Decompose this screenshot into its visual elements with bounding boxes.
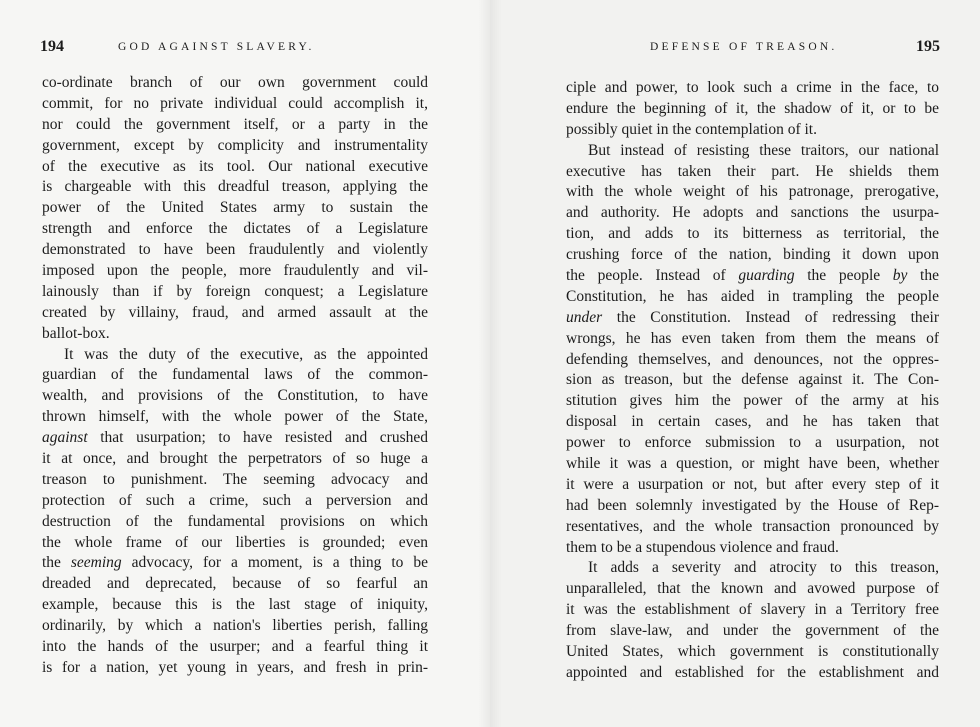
text-line: power to enforce submission to a usurpation, not xyxy=(566,434,939,452)
text-line: crushing force of the nation, binding it down upon xyxy=(566,246,939,264)
text-line: unparalleled, that the known and avowed purpose of xyxy=(566,580,939,598)
text-line: and authority. He adopts and sanctions the usurpa- xyxy=(566,204,939,222)
italic-text: guarding xyxy=(738,267,795,285)
text-line: disposal in certain cases, and he has taken that xyxy=(566,413,939,431)
text-line: is chargeable with this dreadful treason, applying the xyxy=(42,178,428,196)
text-line: them to be a stupendous violence and fraud. xyxy=(566,538,839,556)
text-line: it was the establishment of slavery in a Territory free xyxy=(566,601,939,619)
text-line: executive has taken their part. He shields them xyxy=(566,162,939,180)
text-line: created by villainy, fraud, and armed assault at the xyxy=(42,303,428,321)
text-line: wrongs, he has even taken from them the means of xyxy=(566,329,939,347)
text-line: nor could the government itself, or a party in the xyxy=(42,115,428,133)
text-fragment: the people. Instead of xyxy=(566,267,739,285)
text-line: it were a usurpation or not, but after every step of it xyxy=(566,475,939,493)
text-line: tion, and adds to its bitterness as territorial, the xyxy=(566,225,939,243)
text-line: possibly quiet in the contemplation of it. xyxy=(566,120,817,138)
text-line: from slave-law, and under the government of the xyxy=(566,622,939,640)
italic-text: seeming xyxy=(70,554,122,572)
text-line: guardian of the fundamental laws of the common- xyxy=(42,366,428,384)
text-line: co-ordinate branch of our own government could xyxy=(42,74,428,91)
text-line: It adds a severity and atrocity to this treason, xyxy=(588,559,939,577)
text-line: protection of such a crime, such a perversion and xyxy=(42,491,428,509)
text-fragment: that usurpation; to have resisted and crushed xyxy=(87,429,428,447)
text-line: stitution gives him the power of the army at his xyxy=(566,392,939,410)
text-line: power of the United States army to sustain the xyxy=(42,199,428,217)
text-line: wealth, and provisions of the Constitution, to have xyxy=(42,387,428,405)
right-page-header xyxy=(650,38,940,62)
italic-text: under xyxy=(566,308,603,326)
text-line: imposed upon the people, more fraudulently and vil- xyxy=(42,262,428,280)
italic-text: by xyxy=(892,267,908,285)
text-fragment: the Constitution. Instead of redressing their xyxy=(602,308,939,326)
book-gutter xyxy=(478,0,502,727)
text-line: ordinarily, by which a nation's liberties perish, falling xyxy=(42,617,428,635)
text-line: lainously than if by foreign conquest; a Legislature xyxy=(42,282,428,300)
text-line: ballot-box. xyxy=(42,324,110,342)
text-fragment: the people xyxy=(794,267,893,285)
text-line: resentatives, and the whole transaction pronounced by xyxy=(566,517,939,535)
text-line: it at once, and brought the perpetrators of so huge a xyxy=(42,450,428,468)
text-line: had been solemnly investigated by the House of Rep- xyxy=(566,496,939,514)
text-line: endure the beginning of it, the shadow of it, or to be xyxy=(566,99,939,117)
text-line: into the hands of the usurper; and a fearful thing it xyxy=(42,638,428,656)
right-page-number: 195 xyxy=(916,38,940,55)
text-line: destruction of the fundamental provisions on which xyxy=(42,512,428,530)
left-page-text xyxy=(42,73,428,679)
text-line xyxy=(42,428,428,449)
text-line: thrown himself, with the whole power of the State, xyxy=(42,408,428,426)
text-line: Constitution, he has aided in trampling the people xyxy=(566,287,939,305)
text-line: dreaded and deprecated, because of so fearful an xyxy=(42,575,428,593)
text-line: strength and enforce the dictates of a Legislature xyxy=(42,220,428,238)
text-line: treason to punishment. The seeming advocacy and xyxy=(42,470,428,488)
text-line: with the whole weight of his patronage, prerogative, xyxy=(566,183,939,201)
left-running-title: GOD AGAINST SLAVERY. xyxy=(118,41,315,53)
text-line xyxy=(42,553,428,574)
text-line xyxy=(566,308,939,329)
text-line: appointed and established for the establishment and xyxy=(566,663,939,681)
text-fragment: the xyxy=(907,267,939,285)
text-line: commit, for no private individual could accomplish it, xyxy=(42,94,428,112)
text-fragment: advocacy, for a moment, is a thing to be xyxy=(121,554,428,572)
text-fragment: the xyxy=(42,554,71,572)
text-line: of the executive as its tool. Our national executive xyxy=(42,157,428,175)
text-line: defending themselves, and denounces, not the oppres- xyxy=(566,350,939,368)
text-line: while it was a question, or might have been, whether xyxy=(566,455,939,473)
text-line: the whole frame of our liberties is grounded; even xyxy=(42,533,428,551)
text-line: sion as treason, but the defense against it. The Con- xyxy=(566,371,939,389)
text-line: It was the duty of the executive, as the appointed xyxy=(64,345,428,363)
text-line: example, because this is the last stage of iniquity, xyxy=(42,596,428,614)
text-line: demonstrated to have been fraudulently and violently xyxy=(42,241,428,259)
text-line: United States, which government is constitutionally xyxy=(566,643,939,661)
text-line: is for a nation, yet young in years, and fresh in prin- xyxy=(42,658,428,676)
italic-text: against xyxy=(42,429,88,447)
left-page-number: 194 xyxy=(40,38,64,55)
left-page-header xyxy=(40,38,428,62)
text-line: ciple and power, to look such a crime in the face, to xyxy=(566,79,939,96)
text-line xyxy=(566,266,939,287)
text-line: But instead of resisting these traitors, our national xyxy=(588,141,939,159)
right-running-title: DEFENSE OF TREASON. xyxy=(650,41,838,53)
right-page-text xyxy=(566,78,939,684)
text-line: government, except by complicity and instrumentality xyxy=(42,136,428,154)
